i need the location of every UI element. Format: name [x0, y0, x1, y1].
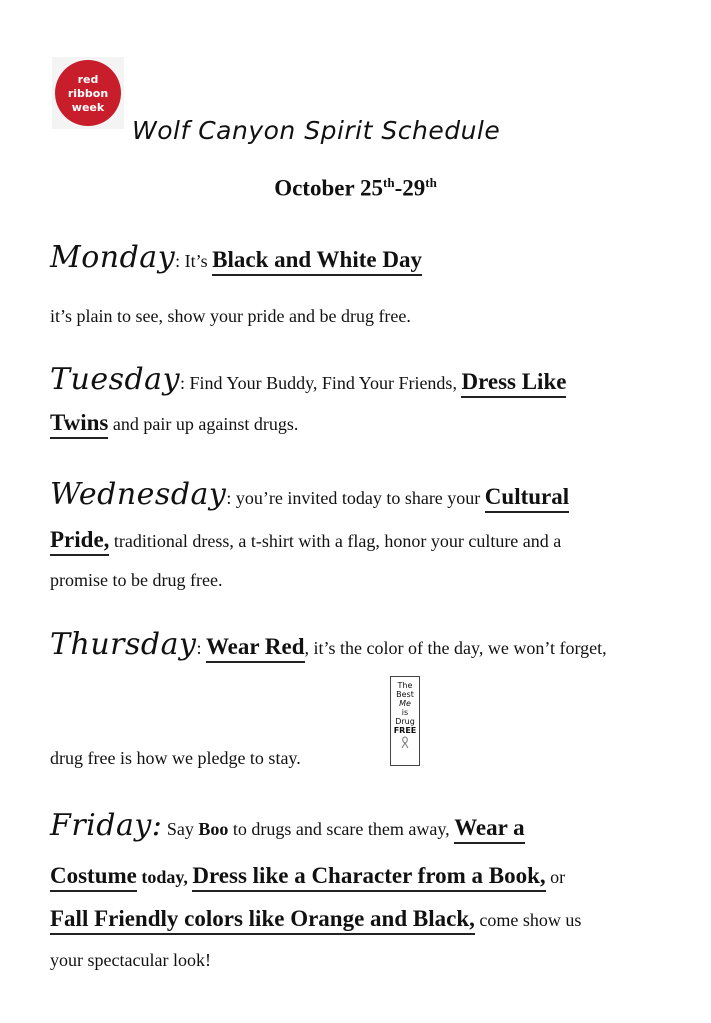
- red-ribbon-week-logo: [52, 57, 124, 129]
- tuesday-heading-line: Tuesday: Find Your Buddy, Find Your Friends, Dress Like: [50, 362, 567, 397]
- friday-boo: Boo: [198, 819, 229, 839]
- friday-line4: your spectacular look!: [50, 950, 211, 970]
- friday-line2: Costume today, Dress like a Character from a Book, or: [50, 863, 565, 889]
- wednesday-theme-part2: Pride,: [50, 527, 109, 556]
- monday-label: Monday: [50, 240, 176, 275]
- wednesday-theme-part1: Cultural: [485, 484, 569, 513]
- date-range: October 25th-29th: [274, 175, 437, 201]
- friday-label: Friday:: [50, 808, 163, 843]
- friday-line3: Fall Friendly colors like Orange and Black, come show us: [50, 906, 581, 932]
- tuesday-theme-part2: Twins: [50, 410, 108, 439]
- ribbon-icon: [398, 735, 412, 749]
- thursday-line2: drug free is how we pledge to stay.: [50, 748, 301, 768]
- friday-theme-part1: Wear a: [454, 815, 524, 844]
- friday-theme-part3: Dress like a Character from a Book,: [192, 863, 545, 892]
- friday-theme-part2: Costume: [50, 863, 137, 892]
- tuesday-label: Tuesday: [50, 362, 181, 397]
- thursday-label: Thursday: [50, 627, 197, 662]
- friday-theme-part4: Fall Friendly colors like Orange and Black,: [50, 906, 475, 935]
- wednesday-label: Wednesday: [50, 477, 227, 512]
- svg-text:red: red: [77, 73, 99, 86]
- monday-heading-line: Monday: It’s Black and White Day: [50, 240, 422, 275]
- monday-description: it’s plain to see, show your pride and be drug free.: [50, 306, 411, 326]
- svg-text:ribbon: ribbon: [67, 87, 109, 100]
- svg-text:week: week: [71, 101, 105, 114]
- tuesday-theme-part1: Dress Like: [461, 369, 566, 398]
- page-title: Wolf Canyon Spirit Schedule: [132, 116, 501, 145]
- monday-theme: Black and White Day: [212, 247, 422, 276]
- thursday-heading-line: Thursday: Wear Red, it’s the color of the day, we won’t forget,: [50, 627, 607, 662]
- wednesday-line3: promise to be drug free.: [50, 570, 223, 590]
- friday-heading-line: Friday: Say Boo to drugs and scare them away, Wear a: [50, 808, 525, 843]
- tuesday-line2: Twins and pair up against drugs.: [50, 410, 298, 436]
- wednesday-heading-line: Wednesday: you’re invited today to share your Cultural: [50, 477, 570, 512]
- wednesday-line2: Pride, traditional dress, a t-shirt with a flag, honor your culture and a: [50, 527, 561, 553]
- thursday-theme: Wear Red: [206, 634, 305, 663]
- drug-free-bookmark-image: The Best Me is Drug FREE: [390, 676, 420, 766]
